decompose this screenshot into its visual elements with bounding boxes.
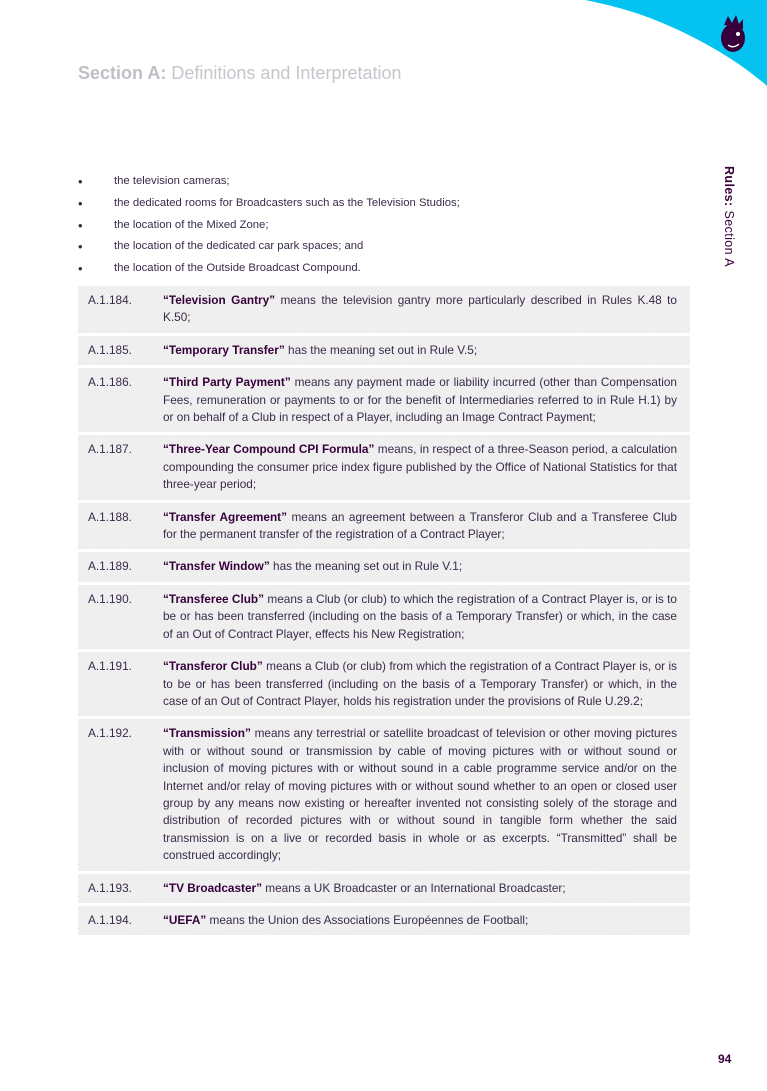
definition-number: A.1.187. [88, 442, 132, 457]
header-corner-graphic [0, 0, 767, 100]
bullet-text: the location of the Outside Broadcast Compound. [114, 262, 361, 275]
definition-term: “Temporary Transfer” [163, 342, 285, 357]
definition-text: means a Club (or club) from which the registration of a Contract Player is, or is to be or has been transferred (including on the basis of a Temporary Transfer) or which, in the case of an Out of Contract Player, holds his registration under the provisions of Rule U.29.2; [163, 659, 677, 708]
definition-body [163, 591, 677, 643]
definition-text: has the meaning set out in Rule V.5; [284, 342, 478, 357]
definition-number: A.1.190. [88, 591, 132, 606]
definition-term: “UEFA” [163, 912, 207, 927]
definition-text: means an agreement between a Transferor Club and a Transferee Club for the permanent transfer of the registration of a Contract Player; [163, 509, 677, 542]
definition-body [163, 374, 677, 426]
definition-term: “Transferor Club” [163, 659, 263, 674]
side-label-bold: Rules: [722, 166, 736, 207]
bullet-item [78, 258, 678, 280]
premier-league-lion-logo [721, 15, 745, 52]
definition-row [78, 435, 690, 499]
bullet-item [78, 193, 678, 215]
bullet-dot-icon: • [78, 217, 83, 233]
definition-term: “Three-Year Compound CPI Formula” [163, 442, 375, 457]
definition-text: means the television gantry more particularly described in Rules K.48 to K.50; [163, 293, 677, 325]
definition-row [78, 585, 690, 649]
definition-number: A.1.192. [88, 726, 132, 741]
definition-text: means a Club (or club) to which the registration of a Contract Player is, or is to be or has been transferred (including on the basis of a Temporary Transfer) or which, in the case of an Out of Contract Player, effects his New Registration; [163, 591, 677, 641]
definition-row [78, 368, 690, 432]
definition-term: “TV Broadcaster” [163, 880, 262, 895]
definition-text: means any terrestrial or satellite broadcast of television or other moving pictures with or without sound or transmission by cable of moving pictures with or without sound or inclusion of moving pictures with or without sound in a cable programme service and/or on the Internet and/or relay of moving pictures with or without sound whether to an open or closed user group by any means now existing or hereafter invented not consisting solely of the storage and distribution of recorded pictures with or without sound in tangible form whether the said transmission is on a live or recorded basis in whole or as excerpts. “Transmitted” shall be construed accordingly; [163, 726, 677, 863]
definition-term: “Transferee Club” [163, 591, 265, 606]
definition-number: A.1.193. [88, 880, 132, 895]
definition-row [78, 906, 690, 935]
bullet-item [78, 236, 678, 258]
bullet-list [78, 171, 678, 280]
side-label-rest: Section A [722, 206, 736, 267]
bullet-dot-icon: • [78, 239, 83, 255]
bullet-text: the dedicated rooms for Broadcasters such as the Television Studios; [114, 196, 460, 209]
definition-row [78, 552, 690, 581]
section-title-rest: Definitions and Interpretation [166, 63, 402, 83]
page-number: 94 [718, 1052, 732, 1066]
cyan-corner-wave [585, 0, 767, 86]
definition-body [163, 880, 677, 897]
definition-row [78, 874, 690, 903]
definition-number: A.1.188. [88, 509, 132, 524]
definition-term: “Transfer Agreement” [163, 509, 287, 524]
definition-text: means a UK Broadcaster or an International Broadcaster; [262, 880, 566, 895]
definition-body [163, 558, 677, 575]
bullet-item [78, 171, 678, 193]
side-section-label [722, 166, 736, 267]
bullet-text: the television cameras; [114, 175, 230, 187]
definition-body [163, 342, 677, 359]
definition-term: “Third Party Payment” [163, 375, 291, 390]
section-title [78, 63, 402, 84]
definition-row [78, 336, 690, 365]
definition-row [78, 503, 690, 550]
definition-body [163, 441, 677, 493]
definition-row [78, 286, 690, 333]
definition-text: means any payment made or liability incurred (other than Compensation Fees, remuneration or payments to or for the benefit of Intermediaries referred to in Rule H.1) by or on behalf of a Club in respect of a Player, including an Image Contract Payment; [163, 375, 677, 425]
definition-number: A.1.186. [88, 375, 132, 390]
bullet-item [78, 215, 678, 237]
definition-body [163, 658, 677, 710]
definition-number: A.1.194. [88, 912, 132, 927]
definition-number: A.1.184. [88, 293, 132, 307]
definition-text: has the meaning set out in Rule V.1; [269, 559, 463, 574]
bullet-text: the location of the Mixed Zone; [114, 218, 269, 231]
definition-body [163, 725, 677, 864]
definition-body [163, 912, 677, 929]
bullet-dot-icon: • [78, 195, 83, 211]
definition-text: means, in respect of a three-Season period, a calculation compounding the consumer price index figure published by the Office of National Statistics for that three-year period; [163, 442, 678, 492]
definition-body [163, 509, 677, 544]
definition-text: means the Union des Associations Européennes de Football; [206, 912, 529, 927]
definition-term: “Television Gantry” [163, 293, 276, 307]
definition-row [78, 652, 690, 716]
bullet-text: the location of the dedicated car park spaces; and [114, 240, 364, 253]
definition-number: A.1.191. [88, 659, 132, 674]
definition-row [78, 719, 690, 870]
bullet-dot-icon: • [78, 261, 83, 277]
section-title-bold: Section A: [78, 63, 167, 83]
bullet-dot-icon: • [78, 174, 83, 189]
definition-number: A.1.185. [88, 342, 132, 357]
definition-term: “Transmission” [163, 726, 251, 741]
definition-term: “Transfer Window” [163, 559, 270, 574]
definitions-table [78, 286, 690, 938]
definition-number: A.1.189. [88, 559, 132, 574]
definition-body [163, 292, 677, 327]
